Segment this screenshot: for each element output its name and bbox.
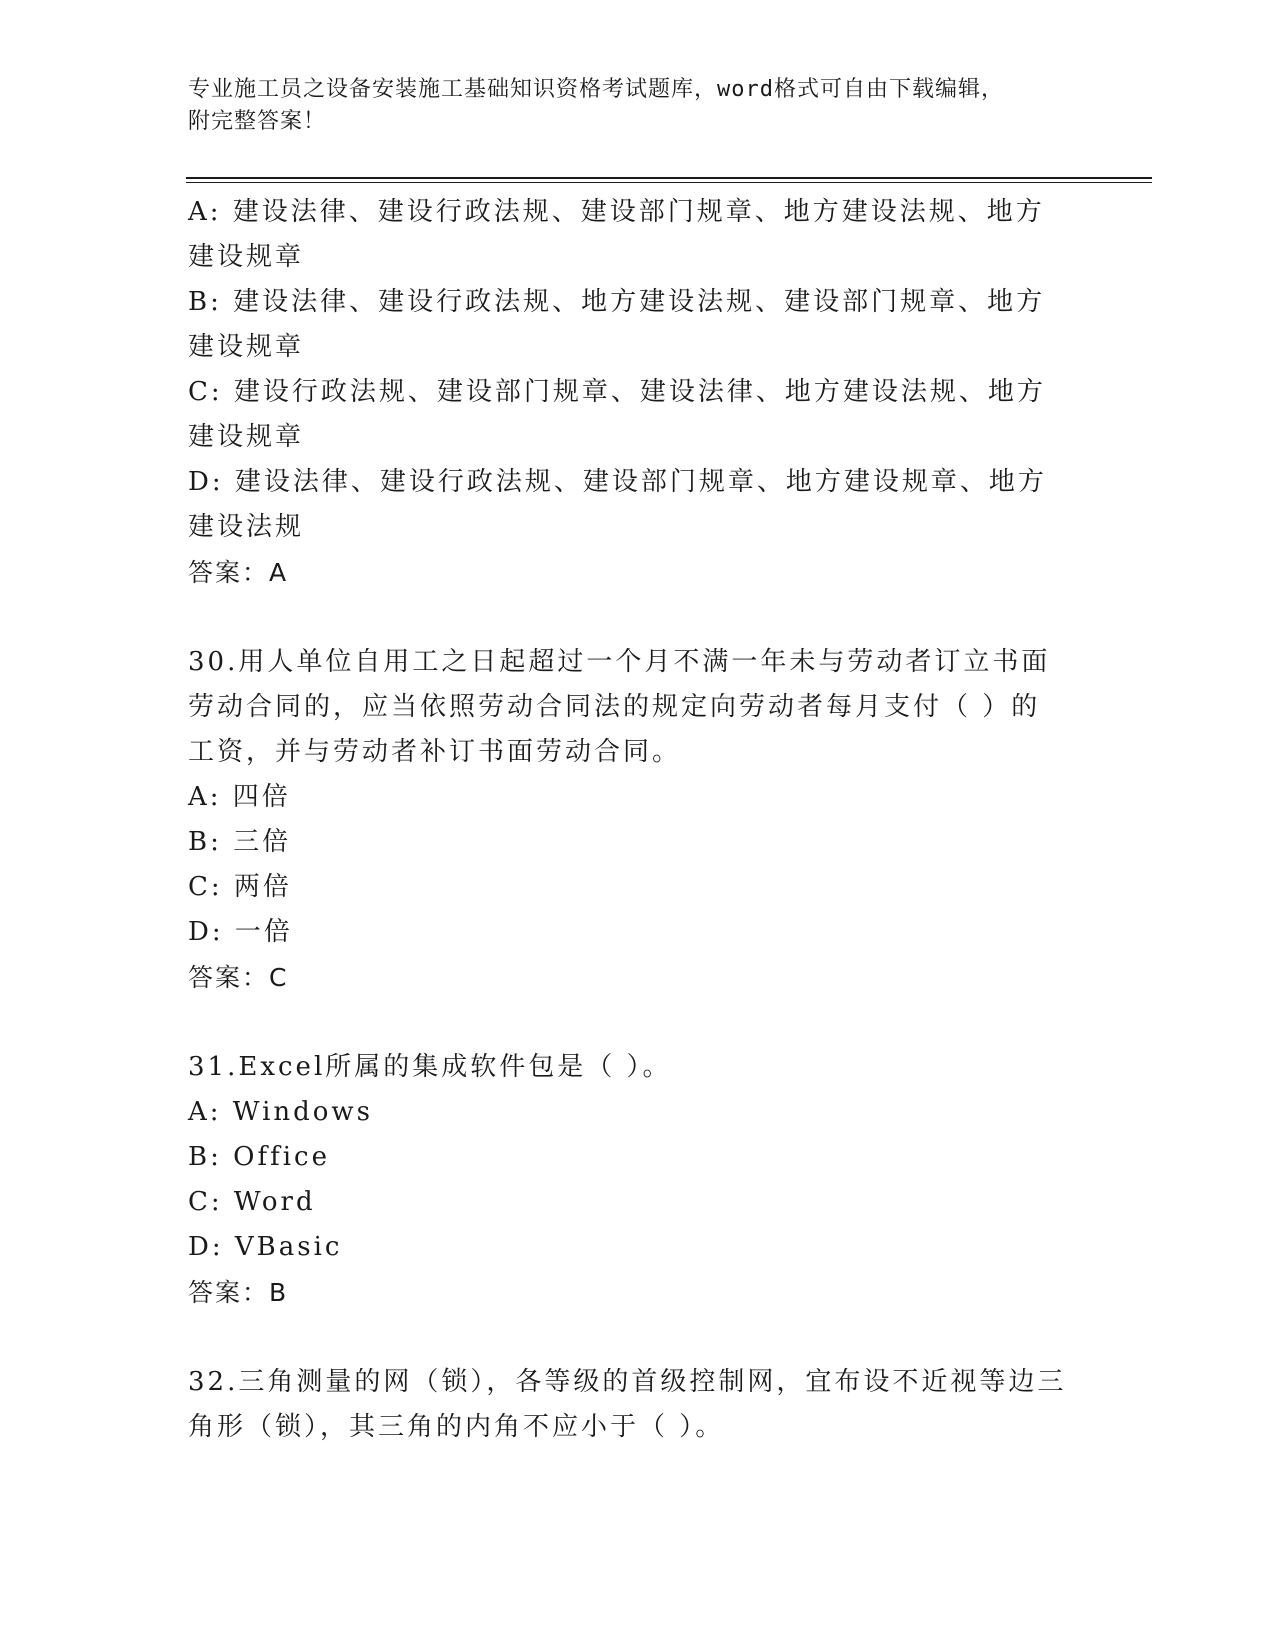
question-32 [188,1360,1068,1450]
option-c: C: 两倍 [188,872,292,902]
option-a: A: Windows [188,1097,374,1127]
option-b: B: 建设法律、建设行政法规、地方建设法规、建设部门规章、地方建设规章 [188,287,1046,362]
answer-line: 答案：C [188,963,289,992]
spacer [188,1000,1068,1045]
question-stem: 32.三角测量的网（锁），各等级的首级控制网，宜布设不近视等边三角形（锁），其三角的内角不应小于（ ）。 [188,1367,1067,1442]
spacer [188,595,1068,640]
option-c: C: Word [188,1187,316,1217]
header-line-2: 附完整答案！ [188,109,327,134]
question-stem: 30.用人单位自用工之日起超过一个月不满一年未与劳动者订立书面劳动合同的，应当依照劳动合同法的规定向劳动者每月支付（ ）的工资，并与劳动者补订书面劳动合同。 [188,647,1051,767]
option-b: B: 三倍 [188,827,292,857]
option-a: A: 四倍 [188,782,291,812]
option-d: D: VBasic [188,1232,343,1262]
question-31 [188,1045,1068,1315]
option-d: D: 建设法律、建设行政法规、建设部门规章、地方建设规章、地方建设法规 [188,467,1047,542]
option-b: B: Office [188,1142,330,1172]
answer-line: 答案：B [188,1278,289,1307]
question-stem: 31.Excel所属的集成软件包是（ ）。 [188,1052,672,1082]
question-29 [188,190,1068,595]
document-header [188,74,1068,138]
option-a: A: 建设法律、建设行政法规、建设部门规章、地方建设法规、地方建设规章 [188,197,1045,272]
answer-line: 答案：A [188,558,289,587]
option-c: C: 建设行政法规、建设部门规章、建设法律、地方建设法规、地方建设规章 [188,377,1046,452]
header-divider-thin [186,182,1152,183]
option-d: D: 一倍 [188,917,293,947]
spacer [188,1315,1068,1360]
header-divider-thick [186,177,1152,179]
question-30 [188,640,1068,1000]
question-list [188,190,1068,1450]
header-line-1: 专业施工员之设备安装施工基础知识资格考试题库，word格式可自由下载编辑， [188,77,1004,102]
